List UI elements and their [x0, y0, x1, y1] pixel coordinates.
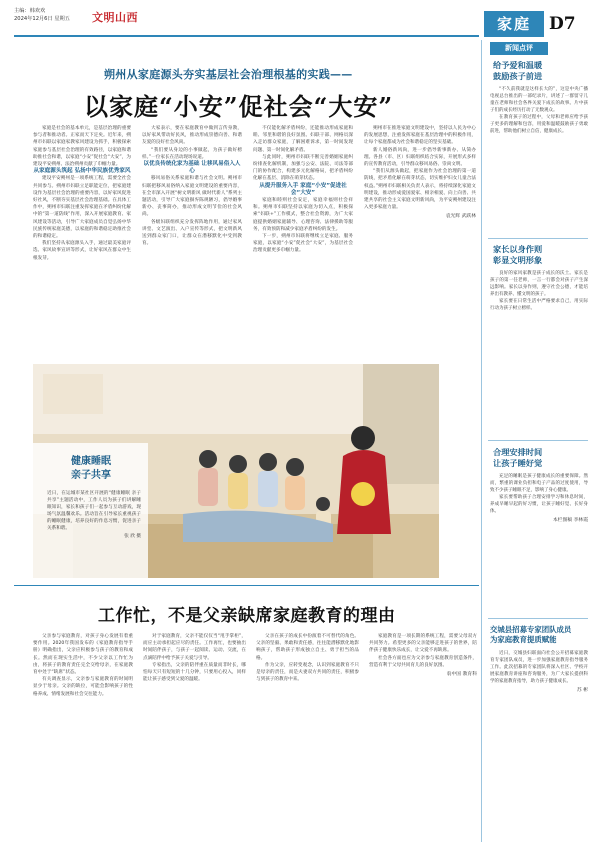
paragraph: 下一步，朔州市妇联将继续立足家庭、服务家庭，以家庭“小安”促社会“大安”，为基层社会治理贡献更多巾帼力量。	[253, 234, 353, 254]
paragraph: “不久前我就是这样长大的”，这是中央广播电视总台推出的一部纪录片，讲述了一群留守儿童在老师和社会各界关爱下成长的故事。片中孩子们的成长经历打动了无数观众。	[490, 87, 588, 113]
sidebar-item-text	[490, 270, 588, 435]
sidebar-item-title: 家长以身作则 彰显文明形象	[493, 244, 543, 265]
paragraph: 新人婚俗新风尚，进一步倡导新事新办、从简办理。各县（市、区）妇联组织结合实际，开展形式多样的宣传教育活动，引导群众移风易俗、崇尚文明。	[364, 147, 476, 168]
sidebar-separator	[481, 40, 482, 842]
caption-body: 近日，在运城市某社区开展的“健康睡眠 亲子共享”主题活动中，工作人员为孩子们讲解睡眠知识，家长和孩子们一起参与互动游戏，现场气氛温馨欢乐。活动旨在引导家长重视孩子的睡眠健康，培养良好的作息习惯，促进亲子关系和谐。	[47, 491, 141, 531]
photo-caption-text	[47, 490, 141, 540]
sidebar-item-text	[490, 473, 588, 613]
paragraph: 专家指出，父亲的陪伴重在质量而非时长，哪怕每天只有短短的十几分钟，只要用心投入，同样能让孩子感受到父爱的温暖。	[143, 662, 246, 683]
paragraph: 不仅能化解矛盾纠纷，还能推动形成家庭和睦、邻里和谐的良好氛围。妇联干部、网格员深入走访群众家庭，了解困难诉求，第一时间发现问题、第一时间化解矛盾。	[253, 126, 353, 153]
paragraph: 充足的睡眠是孩子健康成长的重要保障。然而，繁重的课业负担和电子产品的过度使用，导致不少孩子睡眠不足，影响了身心健康。	[490, 474, 588, 493]
sidebar-news-text	[490, 650, 588, 840]
paragraph: 与此同时，朔州市妇联不断完善婚姻家庭纠纷排查化解机制，加强与公安、法院、司法等部门的协作配合，构建多元化解格局，把矛盾纠纷化解在基层、消除在萌芽状态。	[253, 154, 353, 182]
paragraph: 家长要在日常生活中严格要求自己，用实际行动为孩子树立榜样。	[490, 299, 588, 311]
paragraph: 建设平安朔州是一项系统工程，需要全社会共同参与。朔州市妇联立足职能定位，把家庭建设作为基层社会治理的重要内容，以好家风促进好社风，不断夯实基层社会治理基础。在具体工作中，朔州市妇联注重发挥家庭在矛盾纠纷化解中的“第一道防线”作用，深入开展家庭教育、家风建设等活动，引导广大家庭成员自觉弘扬中华民族传统家庭美德，以家庭的和谐稳定助推社会的和谐稳定。	[33, 176, 131, 240]
bottom-column-2	[143, 633, 246, 841]
paragraph: 父亲在孩子的成长中扮演着不可替代的角色。父亲的坚毅、果敢和责任感，往往能潜移默化地影响孩子，帮助孩子形成独立自主、勇于担当的品格。	[256, 634, 359, 661]
paragraph: “我们要从身边的小事做起，为孩子做好榜样。”一位家长在活动现场说道。	[142, 147, 242, 160]
paragraph: 大家表示，要在家庭教育中做到言传身教，以好家风带动好民风，推动形成崇德向善、和谐友爱的良好社会风尚。	[142, 126, 242, 146]
lead-column-2	[142, 125, 242, 360]
sidebar-item-title: 合理安排时间 让孩子睡好觉	[493, 447, 543, 468]
sidebar-byline: 本栏图稿 李林霞	[552, 518, 588, 523]
paragraph: 家庭是社会的基本单元，是基层治理的重要参与者和推动者。正家而天下定矣。近年来，朔州市妇联以家庭家教家风建设为抓手，积极探索家庭参与基层社会治理的有效路径，以家庭和谐助推社会和谐，以家庭“小安”促社会“大安”，为建设平安朔州、法治朔州贡献了巾帼力量。	[33, 126, 131, 168]
paragraph: 家庭教育是一项长期的系统工程，需要父母双方共同努力。希望更多的父亲能够走进孩子的世界，陪伴孩子健康快乐成长，让父爱不再缺席。	[369, 634, 477, 654]
photo-caption-title: 健康睡眠 亲子共享	[71, 456, 111, 481]
subheading: 以优良传统化家为基础 让移风易俗入人心	[143, 161, 241, 175]
date-line: 2024年12月6日 星期五	[14, 15, 70, 22]
lead-kicker: 朔州从家庭源头夯实基层社会治理根基的实践——	[104, 68, 353, 81]
header-rule	[14, 35, 479, 37]
section-label: 家庭	[484, 11, 544, 37]
bottom-byline: 翁中国 教育科	[446, 672, 477, 678]
paragraph: 各级妇联组织充分发挥阵地作用，通过家风讲堂、文艺演出、入户宣传等形式，把文明新风送到群众家门口，让群众在潜移默化中受到教育。	[142, 219, 242, 247]
photo-credit: 张 欣 摄	[124, 534, 141, 539]
sidebar-divider	[488, 440, 588, 441]
paragraph: 家庭和睦则社会安定，家庭幸福则社会祥和。朔州市妇联坚持以家庭为切入点，积极探索“妇联+”工作模式，整合社会资源，为广大家庭提供婚姻家庭辅导、心理咨询、法律援助等服务，有效预防和减少家庭矛盾纠纷的发生。	[253, 198, 353, 232]
paragraph: 家长要帮助孩子合理安排学习和休息时间，养成早睡早起的好习惯，让孩子睡好觉、长好身体。	[490, 495, 588, 514]
paragraph: 移风易俗关系家庭和谐与社会文明。朔州市妇联把移风易俗纳入家庭文明建设的重要内容，在全市深入开展“树文明新风 做时代新人”系列主题活动，引导广大家庭摒弃陈规陋习，倡导婚事新办、丧事简办，推动形成文明节俭的社会风尚。	[142, 176, 242, 218]
sidebar-news-byline: 苏 彬	[576, 688, 588, 693]
paragraph: 我们坚持从家庭源头入手，通过最美家庭评选、家风故事宣讲等形式，让好家风在群众中生根发芽。	[33, 241, 131, 261]
bottom-column-3	[256, 633, 359, 841]
bottom-column-1	[33, 633, 133, 841]
bottom-headline: 工作忙，不是父亲缺席家庭教育的理由	[98, 606, 396, 626]
subheading: 从提升服务入手 家庭“小安”促进社会“大安”	[259, 182, 347, 196]
sidebar-item-text	[490, 86, 588, 234]
editor-line: 主编：韩欢欢	[14, 8, 46, 14]
paragraph: 有关调查显示，父亲参与家庭教育的时间明显少于母亲。父亲的缺位，可能会影响孩子的性格养成、情绪发展和社会交往能力。	[33, 677, 133, 697]
paragraph: 父亲参与家庭教育，对孩子身心发展有着重要作用。2020年我国发布的《家庭教育指导手册》明确指出，父亲应积极参与孩子的教育和成长。然而在现实生活中，不少父亲以工作忙为由，将孩子的教育责任完全交给母亲，在家庭教育中处于“缺席”状态。	[33, 634, 133, 676]
sidebar-label: 新闻点评	[490, 42, 548, 55]
sidebar-news-title: 交城县招募专家团队成员 为家庭教育提质赋能	[490, 625, 572, 644]
sidebar-divider	[488, 238, 588, 239]
sidebar-divider	[488, 618, 588, 619]
paragraph: 良好的家风家教是孩子成长的沃土。家长是孩子的第一任老师，一言一行都会对孩子产生深远影响。家长以身作则，遵守社会公德，才能培养出有教养、懂文明的孩子。	[490, 271, 588, 297]
paragraph: 朔州市在推进家庭文明建设中，坚持以人民为中心的发展思想，注重发挥家庭在基层治理中的积极作用，让每个家庭都成为社会和谐稳定的坚实基础。	[364, 126, 476, 146]
paragraph: 在教育孩子的过程中，父母和老师应给予孩子更多的理解和包容，用爱和温暖鼓励孩子勇敢前进，帮助他们树立自信，健康成长。	[490, 115, 588, 134]
paragraph: 对于家庭教育，父亲不能仅仅当“甩手掌柜”，而应主动承担起应尽的责任。工作再忙，也要抽出时间陪伴孩子，与孩子一起阅读、运动、交流，在点滴陪伴中给予孩子关爱与引导。	[143, 634, 246, 661]
sidebar-item-title: 给予爱和温暖 鼓励孩子前进	[493, 60, 543, 81]
brand-logo: 文明山西	[92, 11, 138, 24]
page-number: D7	[549, 14, 576, 34]
masthead-meta	[14, 8, 84, 23]
paragraph: 作为父亲，应转变观念，认识到家庭教育不只是母亲的责任，而是夫妻双方共同的责任，积极参与到孩子的教育中来。	[256, 662, 359, 683]
subheading: 从家庭源头筑起 弘扬中华民族优秀家风	[33, 168, 131, 175]
lead-column-3	[253, 125, 353, 360]
paragraph: 社会各方面也应为父亲参与家庭教育创造条件，营造有利于父母共同育儿的良好氛围。	[369, 655, 477, 668]
lead-byline: 袁光辉 武跃林	[445, 214, 476, 220]
bottom-column-4	[369, 633, 477, 841]
paragraph: “我们从源头做起，把家庭作为社会治理的第一道防线，把矛盾化解在萌芽状态，切实维护妇女儿童合法权益。”朔州市妇联相关负责人表示，将持续深化家庭文明建设，推动形成爱国爱家、相亲相爱、向上向善、共建共享的社会主义家庭文明新风尚，为平安朔州建设注入更多家庭力量。	[364, 169, 476, 211]
lead-column-4	[364, 125, 476, 360]
lead-column-1	[33, 125, 131, 360]
divider	[14, 585, 479, 586]
paragraph: 近日，交城县妇联面向社会公开招募家庭教育专家团队成员，进一步加强家庭教育指导服务工作。此次招募的专家团队将深入社区、学校开展家庭教育讲座和咨询服务，为广大家长提供科学的家庭教育指导，助力孩子健康成长。	[490, 651, 588, 684]
lead-headline: 以家庭“小安”促社会“大安”	[84, 92, 394, 121]
